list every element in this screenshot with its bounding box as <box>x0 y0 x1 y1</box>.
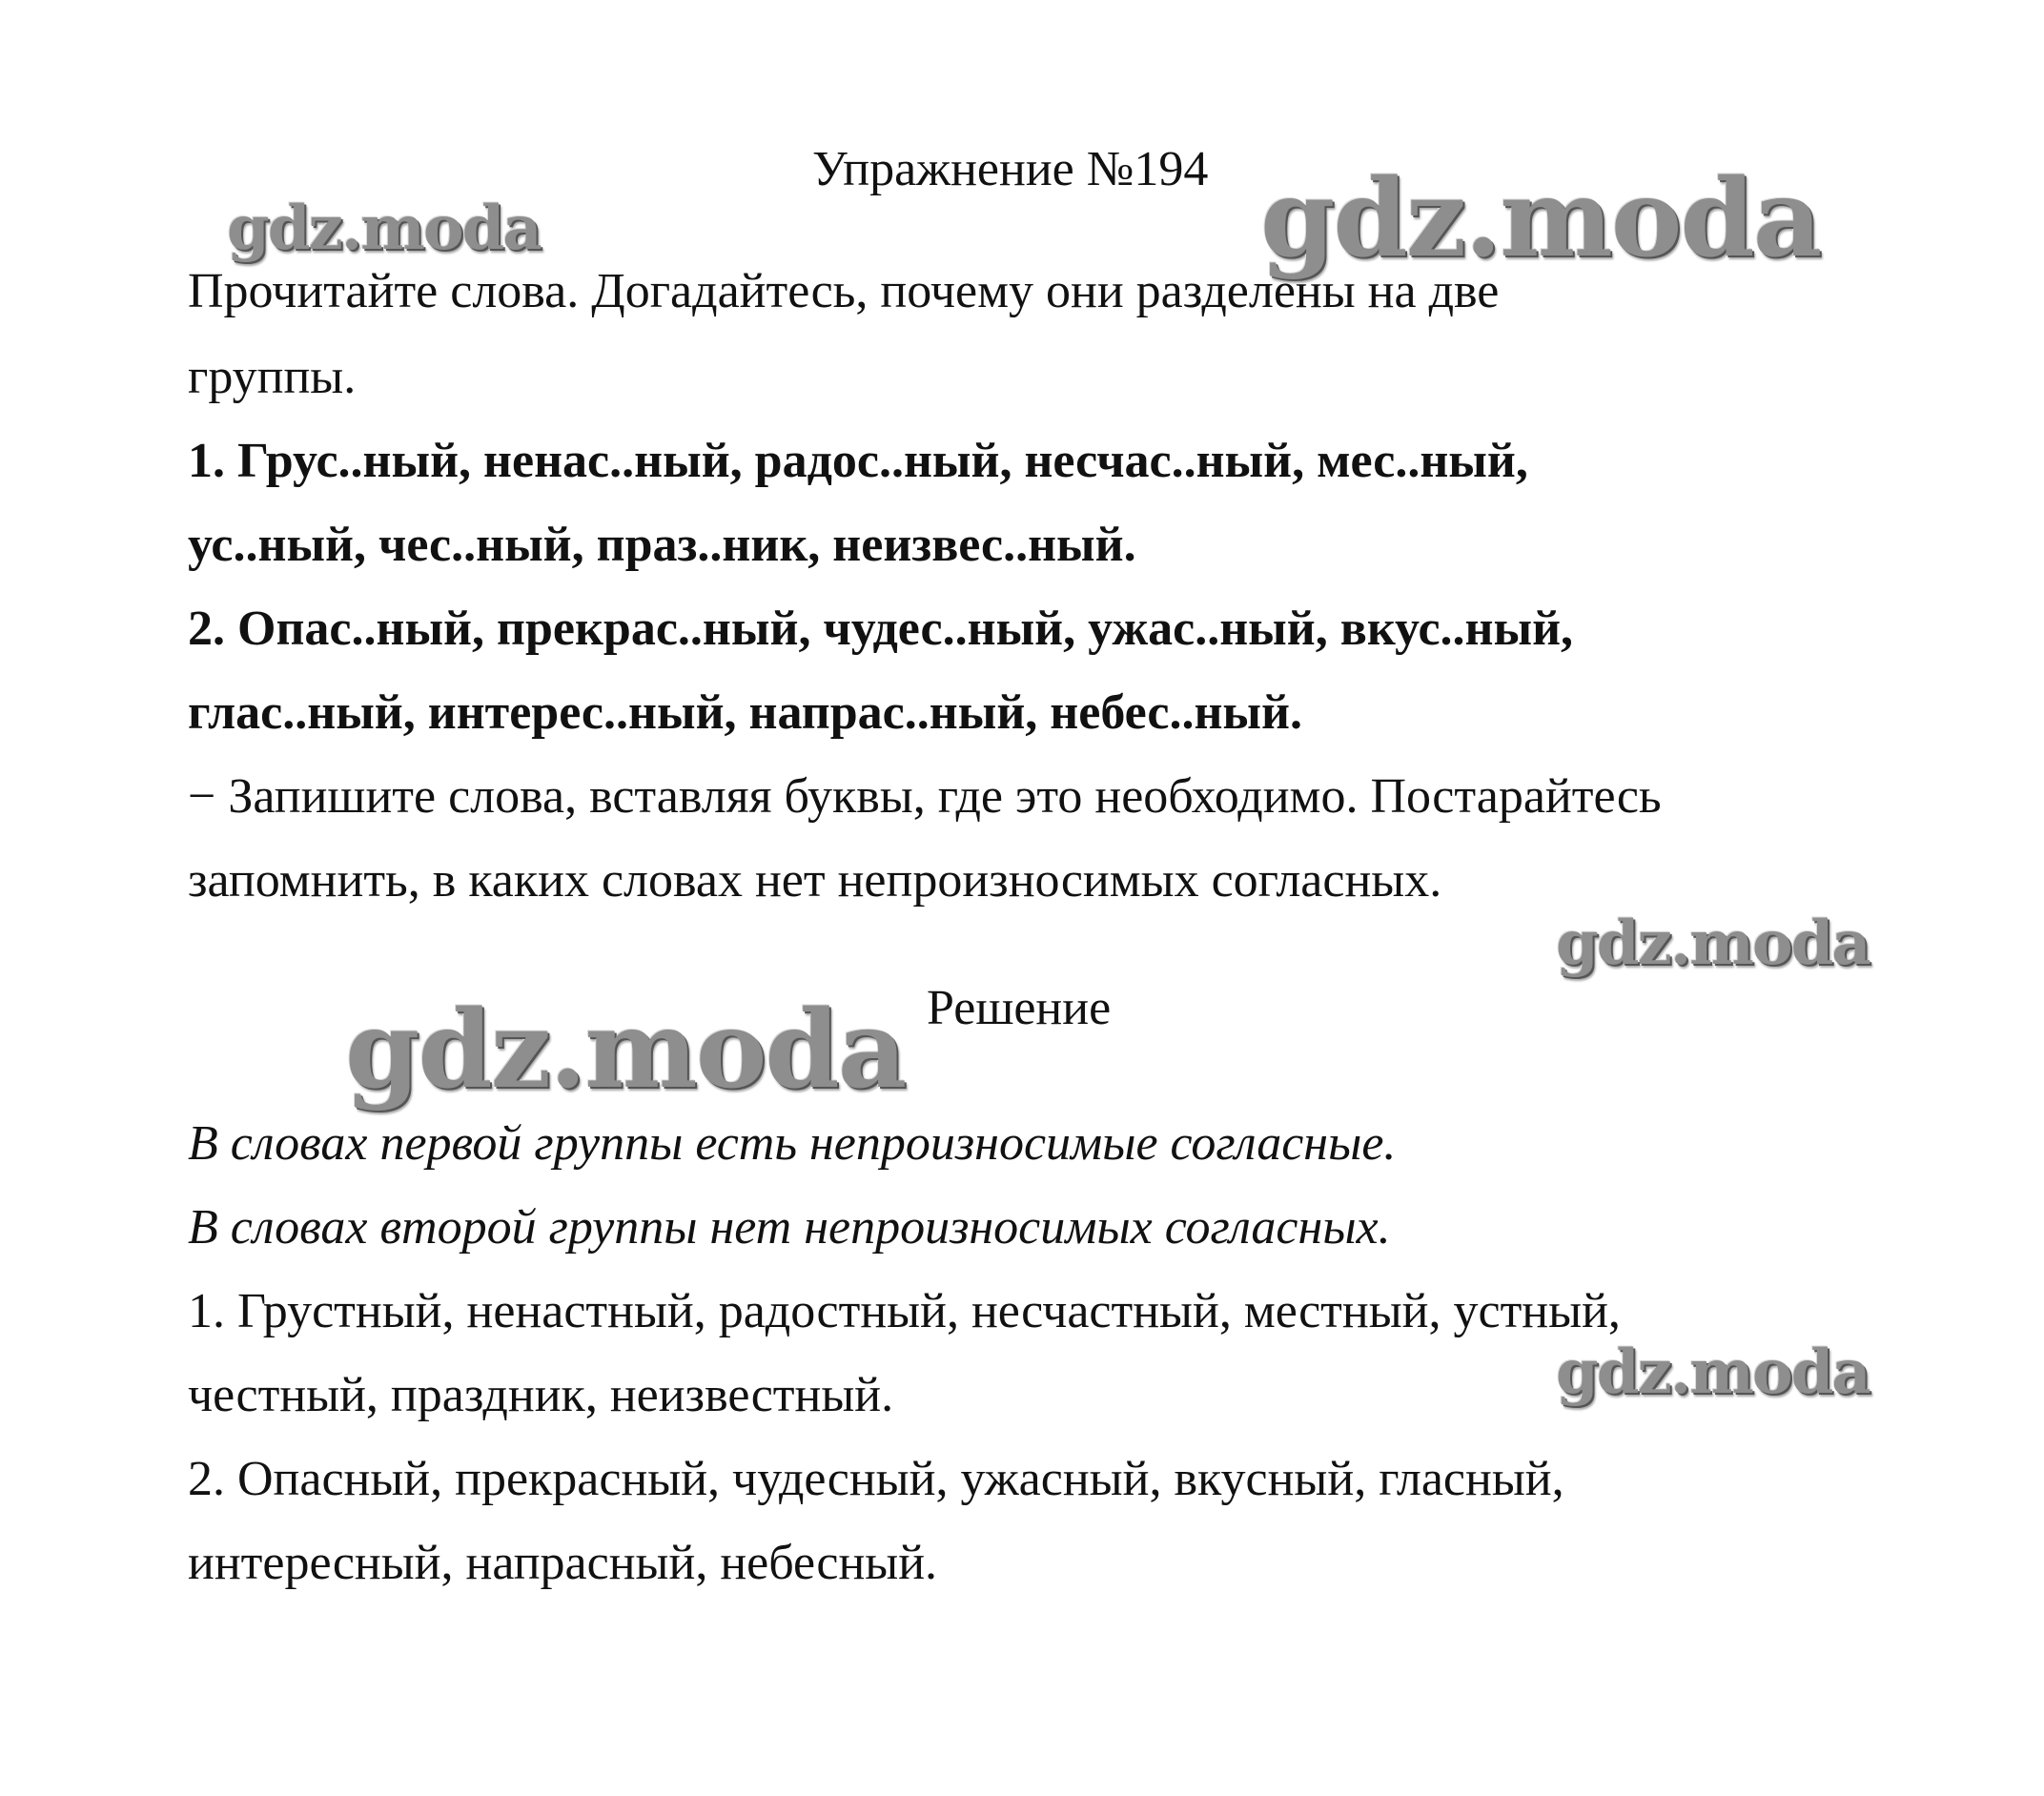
task-instruction-line-2: группы. <box>188 350 357 404</box>
solution-explanation-line-2: В словах второй группы нет непроизносимых согласных. <box>188 1200 1391 1255</box>
task-group-1-line-1: 1. Грус..ный, ненас..ный, радос..ный, несчас..ный, мес..ный, <box>188 434 1528 488</box>
solution-answer-2-line-2: интересный, напрасный, небесный. <box>188 1536 938 1590</box>
watermark-top-left: gdz.moda <box>227 193 541 264</box>
task-instruction-line-1: Прочитайте слова. Догадайтесь, почему они разделены на две <box>188 264 1500 318</box>
task-group-2-line-2: глас..ный, интерес..ный, напрас..ный, небес..ный. <box>188 685 1302 740</box>
solution-answer-1-line-1: 1. Грустный, ненастный, радостный, несчастный, местный, устный, <box>188 1284 1621 1338</box>
watermark-top-right: gdz.moda <box>1260 156 1821 281</box>
watermark-mid-left: gdz.moda <box>345 988 906 1112</box>
watermark-lower-right: gdz.moda <box>1556 1337 1870 1408</box>
task-followup-line-2: запомнить, в каких словах нет непроизносимых согласных. <box>188 853 1442 908</box>
solution-heading: Решение <box>927 981 1112 1035</box>
solution-explanation-line-1: В словах первой группы есть непроизносимые согласные. <box>188 1116 1397 1171</box>
task-group-2-line-1: 2. Опас..ный, прекрас..ный, чудес..ный, ужас..ный, вкус..ный, <box>188 602 1574 656</box>
task-followup-line-1: − Запишите слова, вставляя буквы, где это необходимо. Постарайтесь <box>188 769 1662 824</box>
exercise-title: Упражнение №194 <box>812 142 1209 196</box>
task-group-1-line-2: ус..ный, чес..ный, праз..ник, неизвес..ный. <box>188 518 1136 572</box>
solution-answer-2-line-1: 2. Опасный, прекрасный, чудесный, ужасный, вкусный, гласный, <box>188 1452 1564 1506</box>
solution-answer-1-line-2: честный, праздник, неизвестный. <box>188 1368 894 1422</box>
watermark-mid-right: gdz.moda <box>1556 908 1870 979</box>
